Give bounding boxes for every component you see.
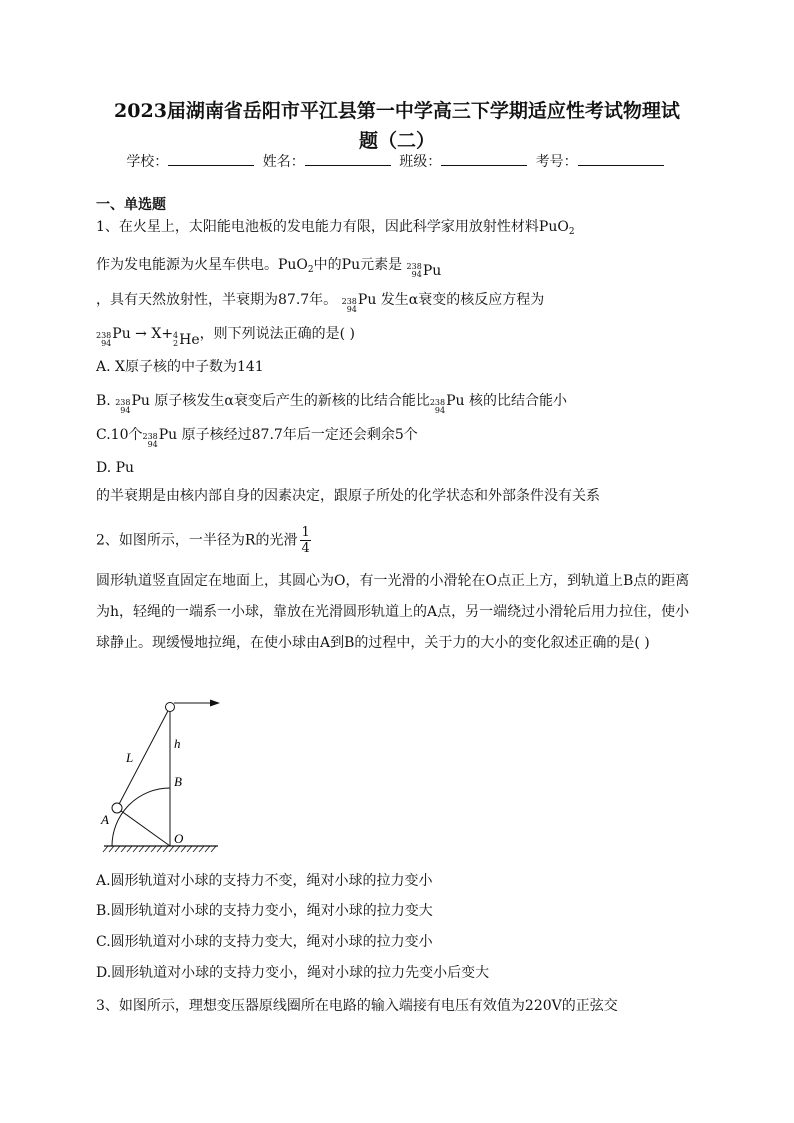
number-blank[interactable] [578,151,664,166]
class-label: 班级： [399,154,442,170]
exam-title [90,96,704,156]
label-A: A [101,812,109,827]
q2-option-d[interactable]: D.圆形轨道对小球的支持力变小，绳对小球的拉力先变小后变大 [96,965,490,981]
label-L: L [126,750,134,765]
label-O: O [174,831,184,846]
q2-option-c[interactable]: C.圆形轨道对小球的支持力变大，绳对小球的拉力变小 [96,934,433,950]
q1-equation-line: 238 94 Pu → X+ 4 2 He ，则下列说法正确的是( ) [96,323,355,351]
q1-line-3: ，具有天然放射性，半衰期为87.7年。 238 94 Pu 发生α衰变的核反应方程为 [96,292,545,314]
he-nuclide: 4 2 He [173,331,200,348]
q2-body: 圆形轨道竖直固定在地面上，其圆心为O，有一光滑的小滑轮在O点正上方，到轨道上B点的距离为h，轻绳的一端系一小球，靠放在光滑圆形轨道上的A点，另一端绕过小滑轮后用力拉住，使小球静止。现缓慢地拉绳，在使小球由A到B的过程中，关于力的大小的变化叙述正确的是( ) [96,573,690,651]
q2-option-b[interactable]: B.圆形轨道对小球的支持力变小，绳对小球的拉力变大 [96,903,433,919]
class-blank[interactable] [441,151,527,166]
quarter-fraction: $\frac{1}{4}$ [301,525,310,556]
q1-option-c[interactable]: C.10个 238 94 Pu 原子核经过87.7年后一定还会剩余5个 [96,427,418,449]
school-label: 学校： [126,154,169,170]
pu-nuclide: 238 94 [115,398,131,415]
pulley-track-figure [100,698,230,858]
pu-nuclide: 238 94 [142,432,158,449]
q1-option-b[interactable]: B. 238 94 Pu 原子核发生α衰变后产生的新核的比结合能比 238 94 Pu 核的比结合能小 [96,393,567,415]
label-B: B [174,774,182,789]
q1-line-2: 作为发电能源为火星车供电。PuO$_2$中的Pu元素是 238 94 Pu [96,254,441,282]
pu-nuclide: 238 94 [429,398,446,415]
q1-line-1: 1、在火星上，太阳能电池板的发电能力有限，因此科学家用放射性材料PuO$_2$ [96,219,575,237]
q1-option-d[interactable]: D. Pu [96,460,135,476]
pu-nuclide: 238 94 [96,331,112,348]
title-line-2: 题（二） [358,130,435,152]
q2-line-1: 2、如图所示，一半径为R的光滑 $\frac{1}{4}$ [96,525,310,556]
name-label: 姓名： [262,154,305,170]
q3-line-1: 3、如图所示，理想变压器原线圈所在电路的输入端接有电压有效值为220V的正弦交 [96,998,618,1014]
student-info-row [0,151,794,173]
number-label: 考号： [535,154,578,170]
section-heading: 一、单选题 [96,197,166,213]
label-h: h [174,736,181,751]
pu-nuclide: 238 94 Pu [406,262,442,279]
q1-option-a[interactable]: A. X原子核的中子数为141 [96,359,264,375]
school-blank[interactable] [168,151,254,166]
name-blank[interactable] [305,151,391,166]
q1-option-d-continued: 的半衰期是由核内部自身的因素决定，跟原子所处的化学状态和外部条件没有关系 [96,488,600,504]
q2-option-a[interactable]: A.圆形轨道对小球的支持力不变，绳对小球的拉力变小 [96,873,433,889]
pu-nuclide: 238 94 [341,297,357,314]
title-line-1: 2023届湖南省岳阳市平江县第一中学高三下学期适应性考试物理试 [114,100,680,122]
